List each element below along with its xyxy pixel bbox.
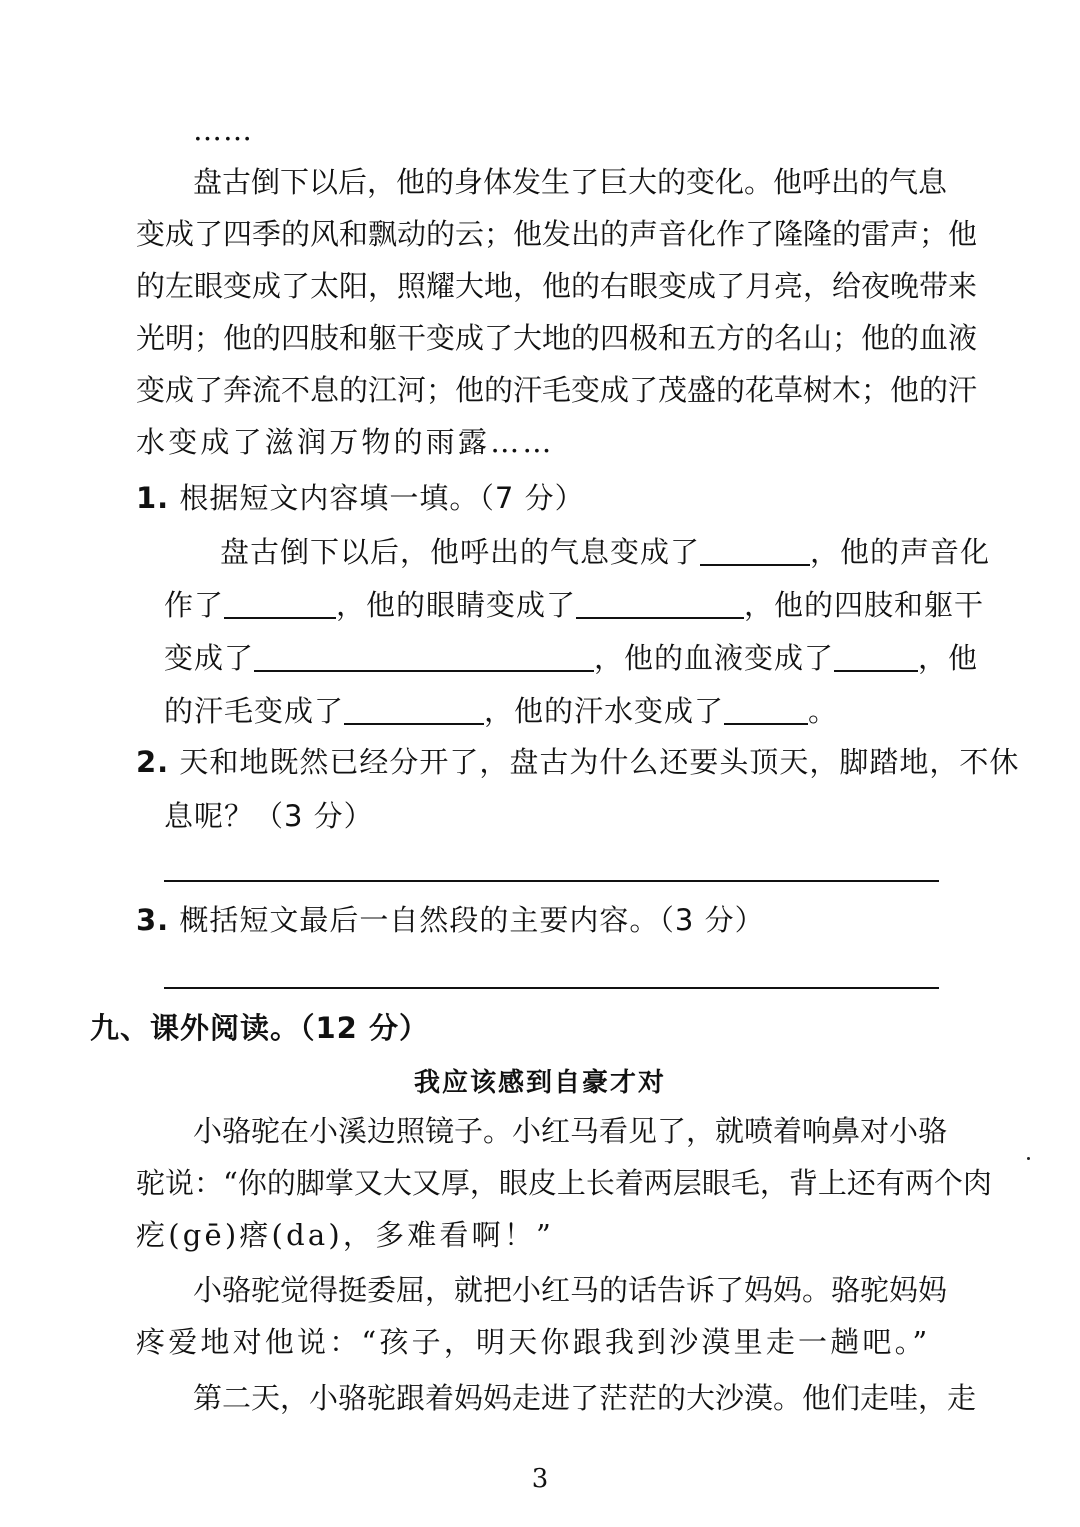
q1-blank-hair[interactable] [344,693,484,725]
q2-answer-line[interactable] [164,880,939,882]
q1-fill-line-3 [164,638,979,678]
question-2-prompt-line-2: 息呢？（3 分） [164,799,374,833]
q1-text-2b: ，他的眼睛变成了 [336,588,577,622]
q1-text-3c: ，他 [918,641,979,675]
story-line-5: 疼爱地对他说：“孩子，明天你跟我到沙漠里走一趟吧。” [136,1325,931,1359]
q1-text-4c: 。 [808,694,839,728]
q1-text-4b: ，他的汗水变成了 [484,694,725,728]
passage-line-2: 变成了四季的风和飘动的云；他发出的声音化作了隆隆的雷声；他 [136,217,978,251]
story-line-3: 疙(gē)瘩(da)，多难看啊！” [136,1218,555,1252]
q1-blank-blood[interactable] [834,640,918,672]
q1-text-4a: 的汗毛变成了 [164,694,345,728]
ellipsis: …… [193,113,253,147]
question-2-prompt-line-1: 天和地既然已经分开了，盘古为什么还要头顶天，脚踏地，不休 [179,745,1020,779]
section-9-heading: 九、课外阅读。（12 分） [90,1011,429,1045]
q1-blank-voice[interactable] [224,587,336,619]
passage-line-3: 的左眼变成了太阳，照耀大地，他的右眼变成了月亮，给夜晚带来 [136,269,978,303]
q1-blank-breath[interactable] [700,534,810,566]
page-number: 3 [531,1464,549,1494]
passage-line-6: 水变成了滋润万物的雨露…… [136,425,555,459]
q1-text-3b: ，他的血液变成了 [594,641,835,675]
story-line-1: 小骆驼在小溪边照镜子。小红马看见了，就喷着响鼻对小骆 [193,1114,948,1148]
q1-text-3a: 变成了 [164,641,255,675]
q1-fill-line-4 [164,691,974,731]
question-3-number: 3. [136,903,170,937]
question-1 [136,478,946,518]
question-1-prompt: 根据短文内容填一填。（7 分） [179,481,585,515]
q1-text-2a: 作了 [164,588,225,622]
story-title: 我应该感到自豪才对 [413,1068,666,1098]
question-1-number: 1. [136,481,170,515]
q1-fill-line-1 [220,532,1030,572]
question-3 [136,900,946,940]
story-line-6: 第二天，小骆驼跟着妈妈走进了茫茫的大沙漠。他们走哇，走 [193,1381,977,1415]
question-2-number: 2. [136,745,170,779]
passage-line-4: 光明；他的四肢和躯干变成了大地的四极和五方的名山；他的血液 [136,321,978,355]
q1-text-2c: ，他的四肢和躯干 [744,588,985,622]
story-line-4: 小骆驼觉得挺委屈，就把小红马的话告诉了妈妈。骆驼妈妈 [193,1273,948,1307]
passage-line-1: 盘古倒下以后，他的身体发生了巨大的变化。他呼出的气息 [193,165,948,199]
q1-blank-limbs[interactable] [254,640,594,672]
question-2 [136,742,1020,782]
story-line-2: 驼说：“你的脚掌又大又厚，眼皮上长着两层眼毛，背上还有两个肉 [136,1166,992,1200]
q1-text-1b: ，他的声音化 [810,535,991,569]
question-3-prompt: 概括短文最后一自然段的主要内容。（3 分） [179,903,765,937]
q1-blank-eyes[interactable] [576,587,744,619]
q3-answer-line[interactable] [164,987,939,989]
scan-speck [1027,1157,1030,1160]
q1-fill-line-2 [164,585,985,625]
q1-text-1a: 盘古倒下以后，他呼出的气息变成了 [220,535,701,569]
passage-line-5: 变成了奔流不息的江河；他的汗毛变成了茂盛的花草树木；他的汗 [136,373,978,407]
q1-blank-sweat[interactable] [724,693,808,725]
